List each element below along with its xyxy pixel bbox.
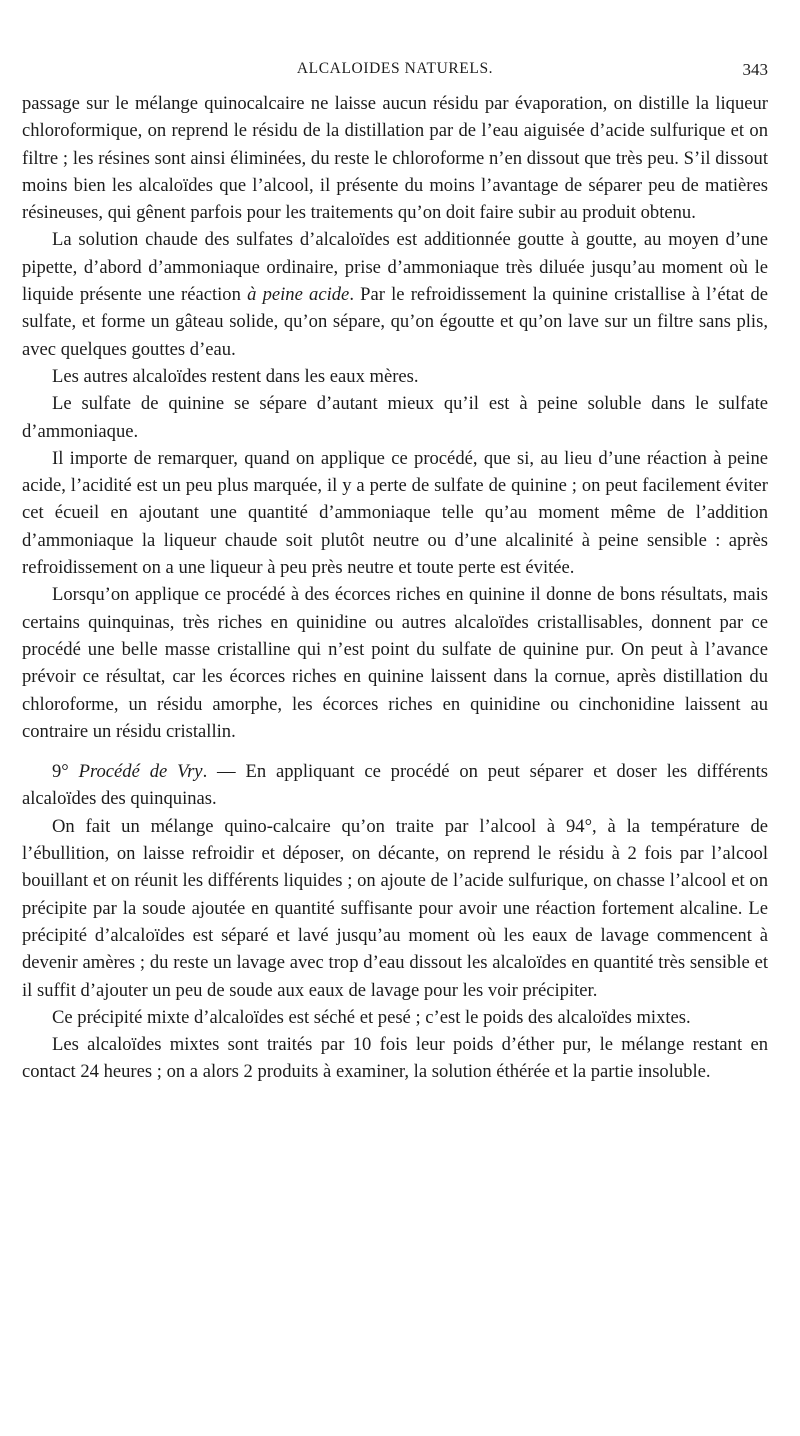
text-run: Les alcaloïdes mixtes sont traités par 10 fois leur poids d’éther pur, le mélange restant en contact 24 heures ; on a alors 2 produits à examiner, la solution éthérée et la partie insoluble. <box>22 1034 768 1083</box>
italic-text: à peine acide <box>247 284 350 306</box>
text-run: . — En appliquant ce procédé on peut séparer et doser les différents alcaloïdes des quinquinas. <box>22 761 768 810</box>
paragraph-p5 <box>22 445 768 581</box>
italic-text: Procédé de Vry <box>78 761 203 783</box>
paragraph-p6 <box>22 581 768 745</box>
page-header <box>22 60 768 86</box>
text-run: Ce précipité mixte d’alcaloïdes est séché et pesé ; c’est le poids des alcaloïdes mixtes. <box>52 1006 691 1028</box>
text-run: passage sur le mélange quinocalcaire ne laisse aucun résidu par évaporation, on distille la liqueur chloroformique, on reprend le résidu de la distillation par de l’eau aiguisée d’acide sulfurique et on filtre ; les résines sont ainsi éliminées, du reste le chloroforme n’en dissout que très peu. S’il dissout moins bien les alcaloïdes que l’alcool, il présente du moins l’avantage de séparer peu de matières résineuses, qui gênent parfois pour les traitements qu’on doit faire subir au produit obtenu. <box>22 93 768 224</box>
paragraph-p8 <box>22 813 768 1004</box>
text-run: Le sulfate de quinine se sépare d’autant mieux qu’il est à peine soluble dans le sulfate d’ammoniaque. <box>22 393 768 442</box>
paragraph-p1 <box>22 90 768 226</box>
text-run: . Par le refroidissement la quinine cristallise à l’état de sulfate, et forme un gâteau solide, qu’on sépare, qu’on égoutte et qu’on lave sur un filtre sans plis, avec quelques gouttes d’eau. <box>22 284 769 360</box>
text-run: 9° <box>52 761 79 783</box>
paragraph-p3 <box>22 363 768 390</box>
paragraph-p7 <box>22 758 768 813</box>
text-run: On fait un mélange quino-calcaire qu’on traite par l’alcool à 94°, à la température de l’ébullition, on laisse refroidir et déposer, on décante, on reprend le résidu à 2 fois par l’alcool bouillant et on réunit les différents liquides ; on ajoute de l’acide sulfurique, on chasse l’alcool et on précipite par la soude ajoutée en quantité suffisante pour avoir une réaction fortement alcaline. Le précipité d’alcaloïdes est séparé et lavé jusqu’au moment où les eaux de lavage commencent à devenir amères ; du reste un lavage avec trop d’eau dissout les alcaloïdes en quantité très sensible et il suffit d’ajouter un peu de soude aux eaux de lavage pour les voir précipiter. <box>22 815 768 1001</box>
text-run: Il importe de remarquer, quand on applique ce procédé, que si, au lieu d’une réaction à peine acide, l’acidité est un peu plus marquée, il y a perte de sulfate de quinine ; on peut facilement éviter cet écueil en ajoutant une quantité d’ammoniaque telle qu’au moment même de l’addition d’ammoniaque la liqueur chaude soit plutôt neutre ou d’une alcalinité à peine sensible : après refroidissement on a une liqueur à peu près neutre et toute perte est évitée. <box>22 447 768 579</box>
running-head: ALCALOIDES NATURELS. <box>296 60 494 77</box>
paragraph-p9 <box>22 1004 768 1031</box>
text-run: Lorsqu’on applique ce procédé à des écorces riches en quinine il donne de bons résultats, mais certains quinquinas, très riches en quinidine ou autres alcaloïdes cristallisables, donnent par ce procédé une belle masse cristalline qui n’est point du sulfate de quinine pur. On peut à l’avance prévoir ce résultat, car les écorces riches en quinine laissent dans la cornue, après distillation du chloroforme, un résidu amorphe, les écorces riches en quinidine ou cinchonidine laissent au contraire un résidu cristallin. <box>22 584 768 742</box>
page-number: 343 <box>742 60 768 79</box>
text-run: Les autres alcaloïdes restent dans les eaux mères. <box>52 365 419 387</box>
paragraph-p10 <box>22 1031 768 1086</box>
text-run: La solution chaude des sulfates d’alcaloïdes est additionnée goutte à goutte, au moyen d’une pipette, d’abord d’ammoniaque ordinaire, prise d’ammoniaque très diluée jusqu’au moment où le liquide présente une réaction <box>22 229 768 306</box>
body-text <box>22 90 768 1086</box>
paragraph-p4 <box>22 390 768 445</box>
paragraph-p2 <box>22 226 768 362</box>
